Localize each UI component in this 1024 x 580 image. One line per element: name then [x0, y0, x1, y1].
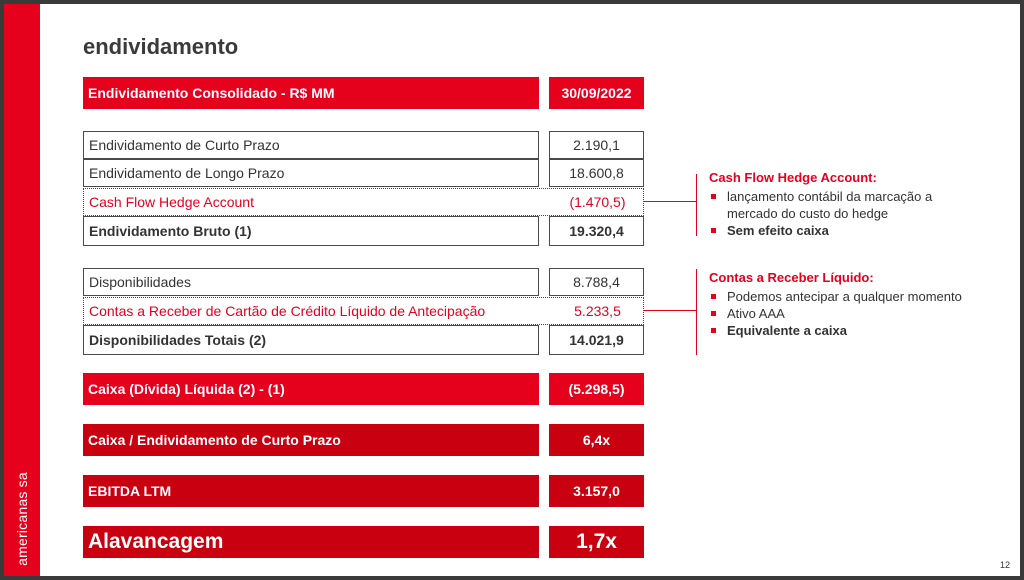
- row-curto-prazo-label: Endividamento de Curto Prazo: [83, 131, 539, 159]
- row-cash-flow-hedge: [83, 188, 644, 216]
- row-alavancagem-label: Alavancagem: [83, 526, 539, 558]
- note-bullet: lançamento contábil da marcação a mercado do custo do hedge: [709, 188, 979, 222]
- connector-line: [644, 201, 696, 202]
- row-caixa-endividamento-cp-label: Caixa / Endividamento de Curto Prazo: [83, 424, 539, 456]
- note-bullet: Equivalente a caixa: [709, 322, 979, 339]
- row-caixa-endividamento-cp-value: 6,4x: [549, 424, 644, 456]
- connector-bracket: [696, 269, 697, 355]
- note-bullet: Ativo AAA: [709, 305, 979, 322]
- row-endividamento-bruto-label: Endividamento Bruto (1): [83, 216, 539, 246]
- row-curto-prazo-value: 2.190,1: [549, 131, 644, 159]
- slide: [4, 4, 1020, 576]
- note-title: Contas a Receber Líquido:: [709, 270, 874, 285]
- note-bullet: Podemos antecipar a qualquer momento: [709, 288, 979, 305]
- row-disponibilidades-totais-label: Disponibilidades Totais (2): [83, 325, 539, 355]
- row-disponibilidades-value: 8.788,4: [549, 268, 644, 296]
- page-title: endividamento: [83, 34, 239, 59]
- row-endividamento-bruto-value: 19.320,4: [549, 216, 644, 246]
- row-contas-receber-value: 5.233,5: [574, 303, 621, 319]
- row-alavancagem-value: 1,7x: [549, 526, 644, 558]
- table-header-date: 30/09/2022: [549, 77, 644, 109]
- page-number: 12: [999, 560, 1010, 570]
- table-header-label: Endividamento Consolidado - R$ MM: [83, 77, 539, 109]
- brand-logo: [8, 464, 36, 574]
- note-contas-receber: [709, 270, 979, 339]
- row-disponibilidades-label: Disponibilidades: [83, 268, 539, 296]
- row-disponibilidades-totais-value: 14.021,9: [549, 325, 644, 355]
- row-contas-receber-label: Contas a Receber de Cartão de Crédito Líquido de Antecipação: [89, 303, 486, 319]
- row-caixa-divida-liquida-label: Caixa (Dívida) Líquida (2) - (1): [83, 373, 539, 405]
- note-bullet: Sem efeito caixa: [709, 222, 979, 239]
- row-ebitda-ltm-value: 3.157,0: [549, 475, 644, 507]
- row-cash-flow-hedge-label: Cash Flow Hedge Account: [89, 194, 254, 210]
- row-contas-receber: [83, 297, 644, 325]
- row-cash-flow-hedge-value: (1.470,5): [569, 194, 626, 210]
- row-caixa-divida-liquida-value: (5.298,5): [549, 373, 644, 405]
- note-cash-flow-hedge: [709, 170, 979, 239]
- row-ebitda-ltm-label: EBITDA LTM: [83, 475, 539, 507]
- row-longo-prazo-label: Endividamento de Longo Prazo: [83, 159, 539, 187]
- brand-logo-text: americanas sa: [14, 472, 30, 566]
- row-longo-prazo-value: 18.600,8: [549, 159, 644, 187]
- connector-line: [644, 310, 696, 311]
- connector-bracket: [696, 174, 697, 236]
- note-title: Cash Flow Hedge Account:: [709, 170, 877, 185]
